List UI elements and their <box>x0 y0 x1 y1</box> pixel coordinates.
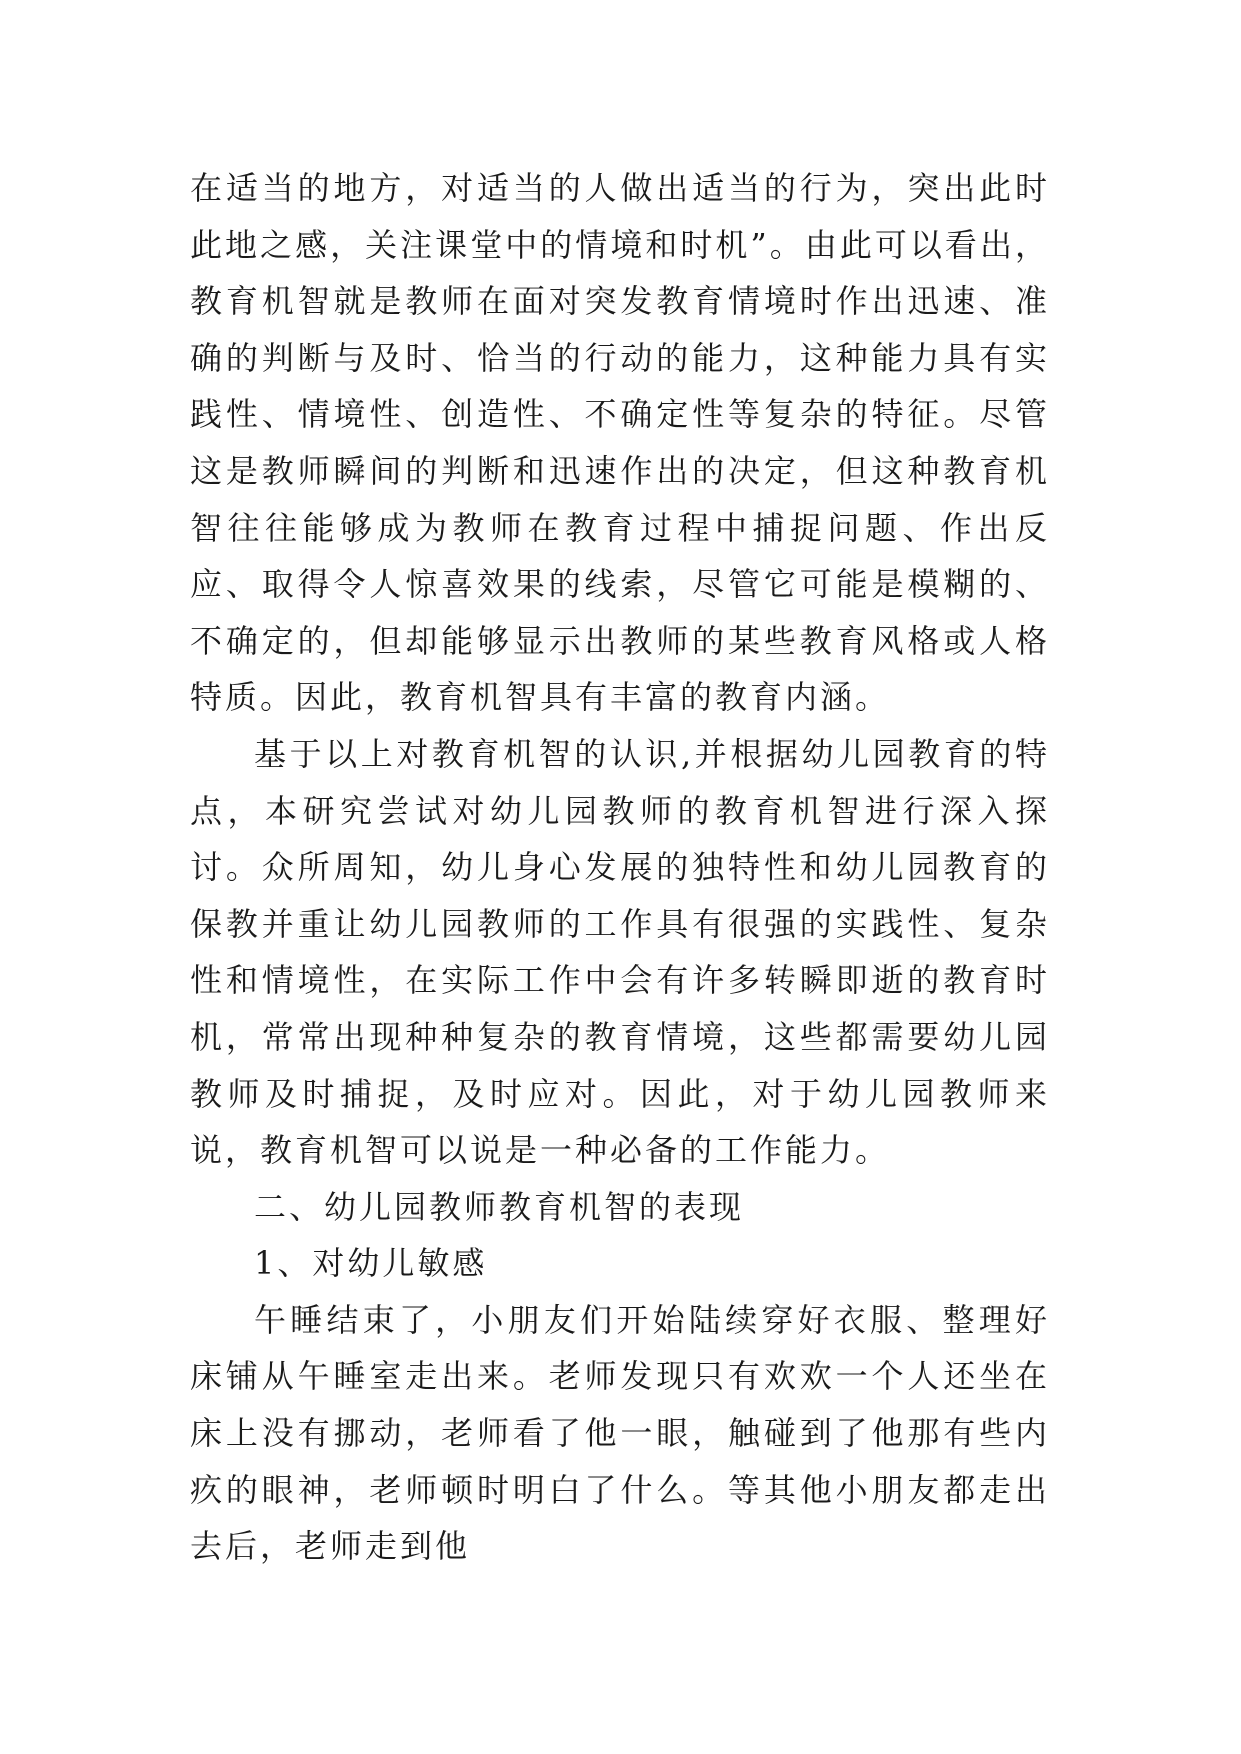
paragraph-kindergarten-tact: 基于以上对教育机智的认识,并根据幼儿园教育的特点，本研究尝试对幼儿园教师的教育机智进行深入探讨。众所周知，幼儿身心发展的独特性和幼儿园教育的保教并重让幼儿园教师的工作具有很强的实践性、复杂性和情境性，在实际工作中会有许多转瞬即逝的教育时机，常常出现种种复杂的教育情境，这些都需要幼儿园教师及时捕捉，及时应对。因此，对于幼儿园教师来说，教育机智可以说是一种必备的工作能力。 <box>190 734 1050 1170</box>
paragraph-nap-story: 午睡结束了，小朋友们开始陆续穿好衣服、整理好床铺从午睡室走出来。老师发现只有欢欢一个人还坐在床上没有挪动，老师看了他一眼，触碰到了他那有些内疚的眼神，老师顿时明白了什么。等其他小朋友都走出去后，老师走到他 <box>190 1300 1050 1566</box>
sub-heading: 1、对幼儿敏感 <box>254 1244 488 1283</box>
section-heading: 二、幼儿园教师教育机智的表现 <box>254 1187 745 1226</box>
document-body <box>190 160 1050 1575</box>
paragraph-continuation: 在适当的地方，对适当的人做出适当的行为，突出此时此地之感，关注课堂中的情境和时机”。由此可以看出，教育机智就是教师在面对突发教育情境时作出迅速、准确的判断与及时、恰当的行动的能力，这种能力具有实践性、情境性、创造性、不确定性等复杂的特征。尽管这是教师瞬间的判断和迅速作出的决定，但这种教育机智往往能够成为教师在教育过程中捕捉问题、作出反应、取得令人惊喜效果的线索，尽管它可能是模糊的、不确定的，但却能够显示出教师的某些教育风格或人格特质。因此，教育机智具有丰富的教育内涵。 <box>190 169 1050 717</box>
